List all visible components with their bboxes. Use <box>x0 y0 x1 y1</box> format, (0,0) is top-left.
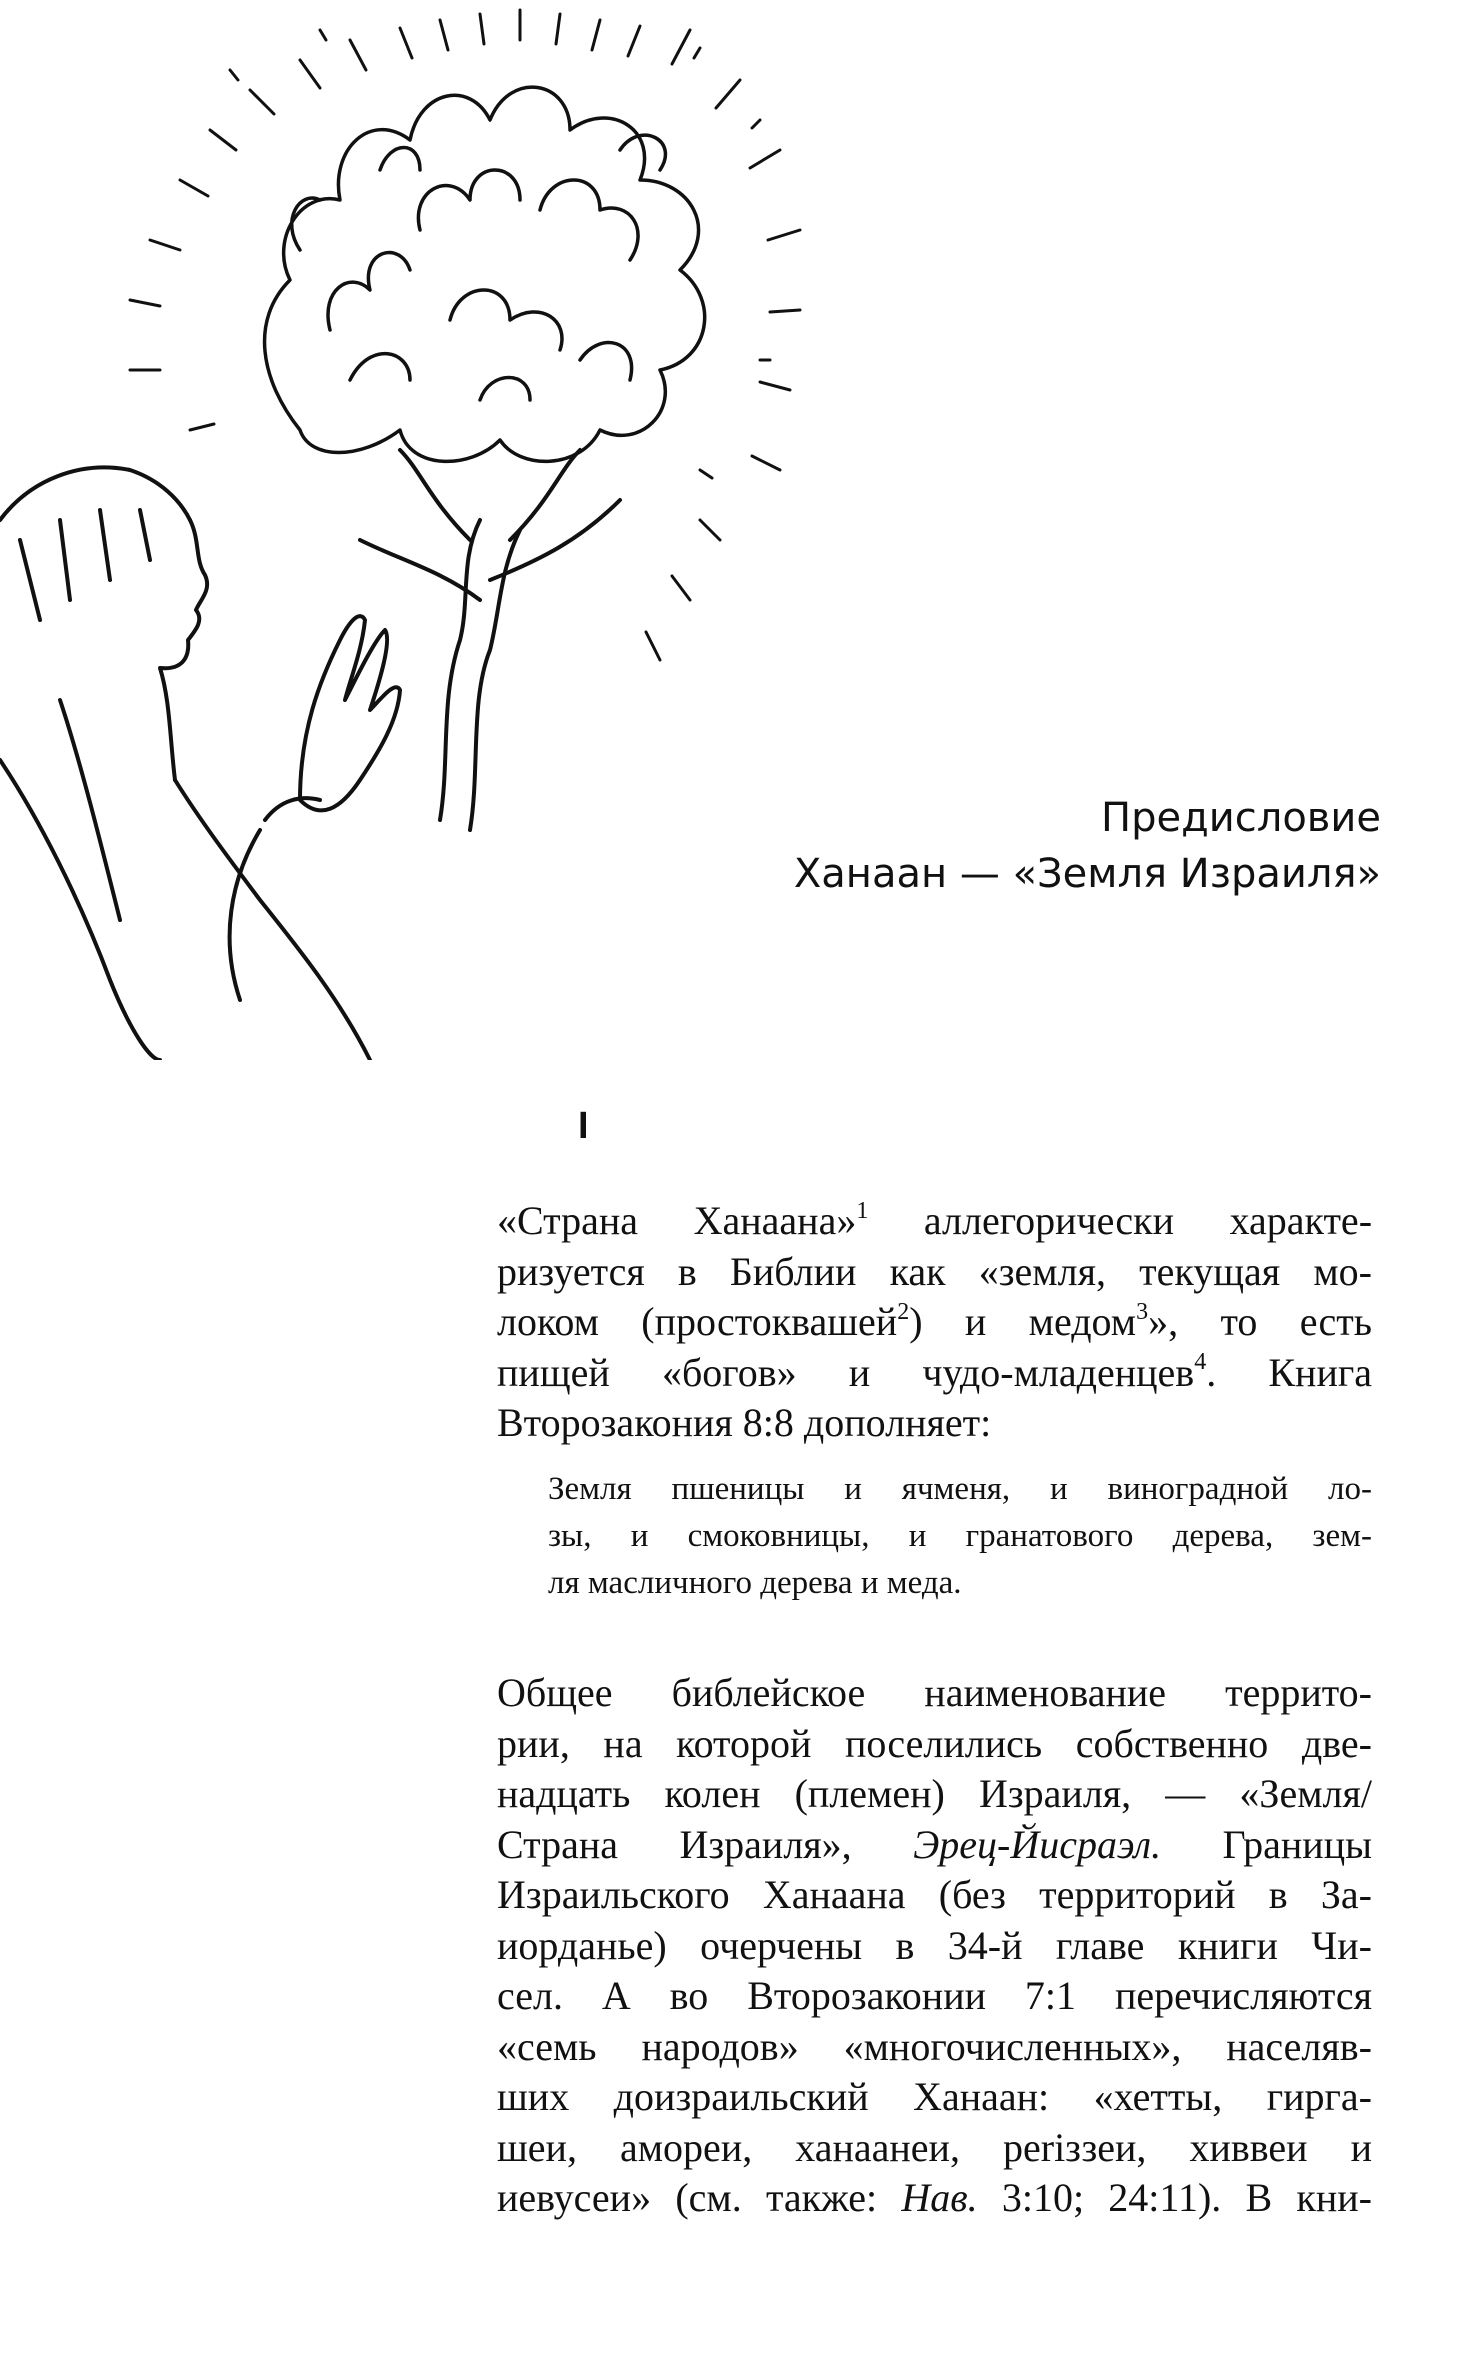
section-number: I <box>578 1105 589 1147</box>
heading-title: Ханаан — «Земля Израиля» <box>793 851 1381 897</box>
footnote-ref: 2 <box>897 1298 910 1325</box>
flames <box>265 87 705 461</box>
text-line: Израильского Ханаана (без территорий в За- <box>497 1872 1372 1917</box>
text-line: Страна Израиля», Эрец-Йисраэл. Границы <box>497 1821 1372 1867</box>
heading-preface: Предисловие <box>1101 795 1381 841</box>
text-line: надцать колен (племен) Израиля, — «Земля/ <box>497 1771 1372 1816</box>
footnote-ref: 3 <box>1136 1298 1149 1325</box>
text-line: рии, на которой поселились собственно две- <box>497 1720 1372 1766</box>
text-line: локом (простоквашей$^2$) и медом$^3$», то есть <box>497 1298 1373 1344</box>
book-abbrev: Нав. <box>901 2175 978 2220</box>
text-line: ших доизраильский Ханаан: «хетты, гирга- <box>497 2074 1372 2119</box>
text-line: шеи, амореи, ханаанеи, periззеи, хиввеи и <box>497 2124 1372 2170</box>
footnote-ref: 4 <box>1194 1349 1207 1376</box>
radiance-rays <box>130 10 800 660</box>
quote-line: Земля пшеницы и ячменя, и виноградной ло- <box>548 1471 1372 1507</box>
chapter-heading <box>794 790 1381 902</box>
text-line: «Страна Ханаана»$^1$ аллегорически характе- <box>497 1197 1373 1243</box>
text-line: пищей «богов» и чудо-младенцев$^4$. Книга <box>497 1349 1373 1395</box>
quote-line: зы, и смоковницы, и гранатового дерева, зем- <box>548 1518 1372 1554</box>
paragraph-1 <box>497 1196 1372 1449</box>
footnote-ref: 1 <box>856 1197 869 1224</box>
text-line: сел. А во Второзаконии 7:1 перечисляются <box>497 1973 1372 2018</box>
praying-woman <box>0 467 400 1060</box>
paragraph-2 <box>497 1668 1372 2224</box>
text-line: ризуется в Библии как «земля, текущая мо- <box>497 1248 1372 1294</box>
bush-trunk <box>360 450 620 830</box>
text-line: иевусеи» (см. также: Нав. 3:10; 24:11). В кни- <box>497 2175 1372 2220</box>
scripture-quote <box>548 1466 1372 1607</box>
burning-bush-illustration <box>0 0 820 1060</box>
text-line: «семь народов» «многочисленных», населяв- <box>497 2023 1372 2069</box>
text-line: Общее библейское наименование террито- <box>497 1670 1372 1715</box>
quote-line: ля масличного дерева и меда. <box>548 1565 962 1601</box>
transliteration: Эрец-Йисраэл. <box>913 1821 1162 1867</box>
text-line: иорданье) очерчены в 34-й главе книги Чи- <box>497 1922 1372 1968</box>
text-line: Второзакония 8:8 дополняет: <box>497 1400 992 1445</box>
